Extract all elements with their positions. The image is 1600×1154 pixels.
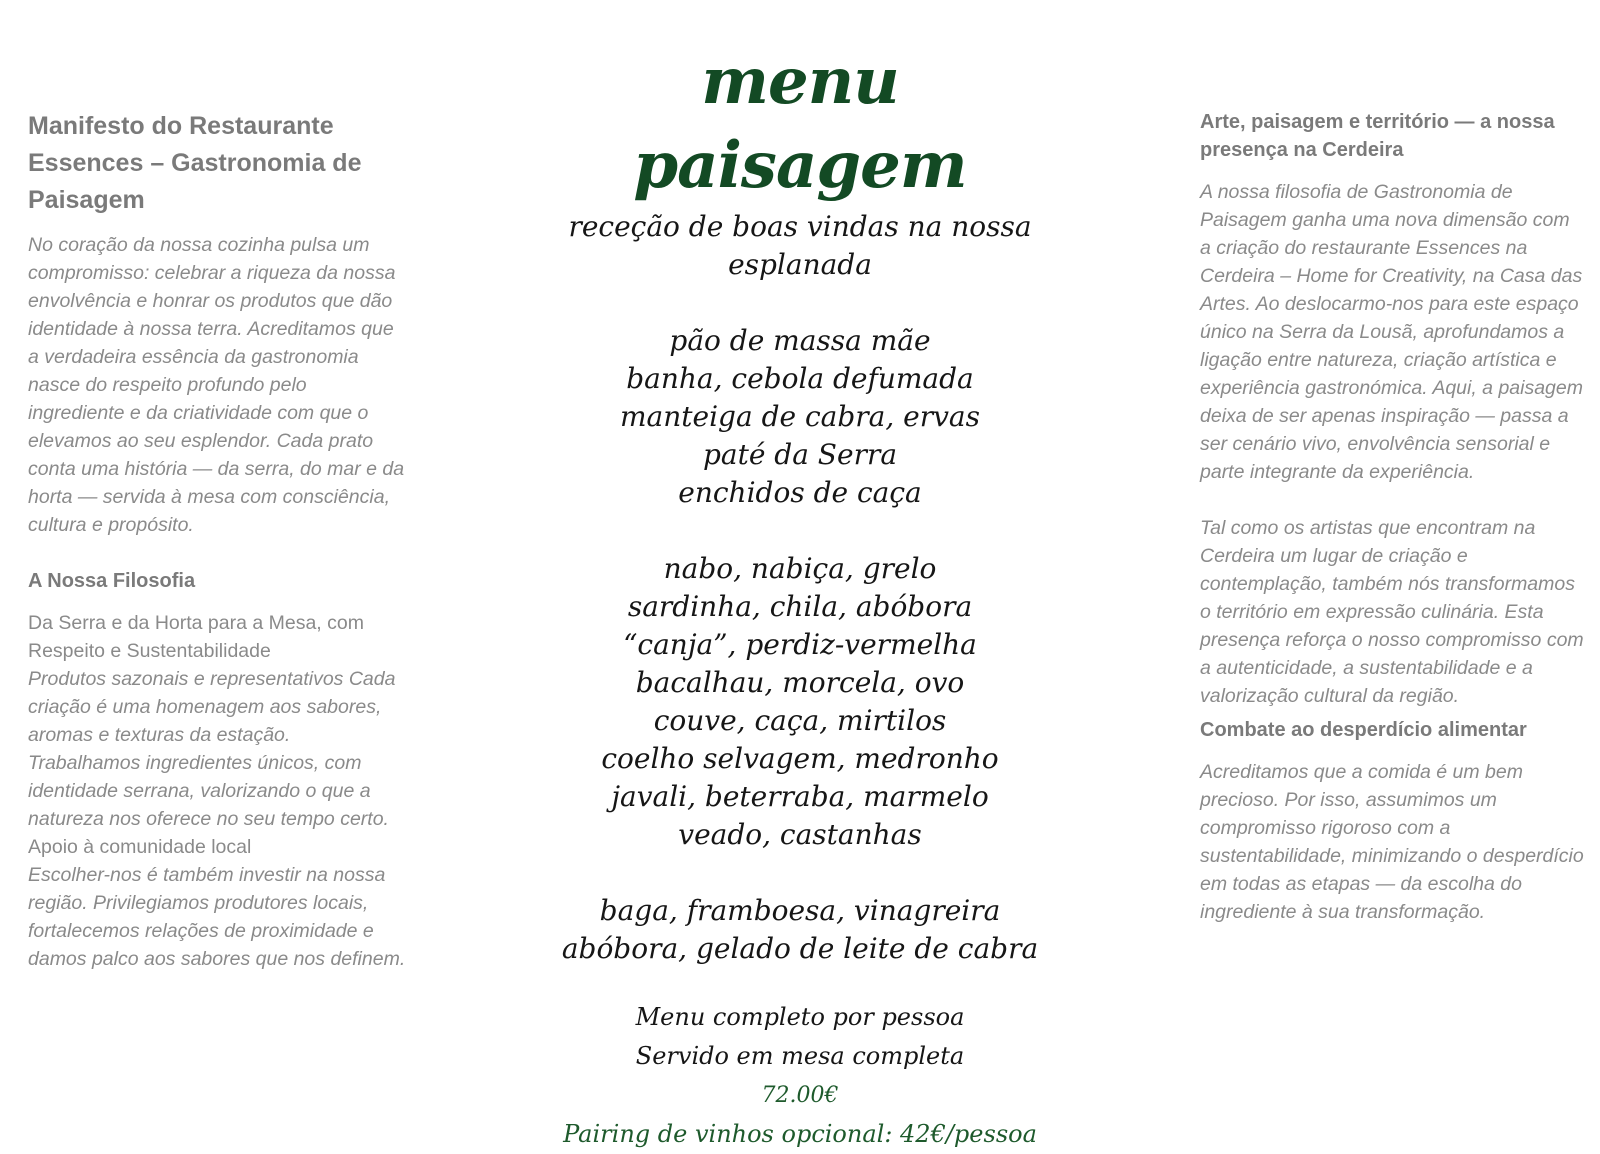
desperdicio-text: Acreditamos que a comida é um bem precioso. Por isso, assumimos um compromisso rigoroso com a sustentabilidade, minimizando o desperdício em todas as etapas — da escolha do ingrediente à sua transformação. [1200,761,1584,923]
menu-line: banha, cebola defumada [626,362,974,395]
price-label: Servido em mesa completa [635,1042,965,1070]
menu-line: manteiga de cabra, ervas [620,400,980,433]
manifesto-title: Manifesto do Restaurante Essences – Gastronomia de Paisagem [28,112,362,214]
filosofia-title: A Nossa Filosofia [28,570,196,592]
menu-line: bacalhau, morcela, ovo [635,666,965,699]
menu-line: nabo, nabiça, grelo [663,552,937,585]
menu-line: receção de boas vindas na nossa [568,210,1032,243]
menu-line: javali, beterraba, marmelo [611,780,989,813]
manifesto-text: No coração da nossa cozinha pulsa um compromisso: celebrar a riqueza da nossa envolvência e honrar os produtos que dão identidade à nossa terra. Acreditamos que a verdadeira essência da gastronomia nasce do respeito profundo pelo ingrediente e da criatividade com que o elevamos ao seu esplendor. Cada prato conta uma história — da serra, do mar e da horta — servida à mesa com consciência, cultura e propósito. [28,234,405,536]
bread-block [540,322,1060,512]
menu-title: menu paisagem [633,44,967,203]
left-column [28,108,408,973]
menu-line: pão de massa mãe [669,324,931,357]
arte-text-1: A nossa filosofia de Gastronomia de Paisagem ganha uma nova dimensão com a criação do restaurante Essences na Cerdeira – Home for Creativity, na Casa das Artes. Ao deslocarmo-nos para este espaço único na Serra da Lousã, aprofundamos a ligação entre natureza, criação artística e experiência gastronómica. Aqui, a paisagem deixa de ser apenas inspiração — passa a ser cenário vivo, envolvência sensorial e parte integrante da experiência. [1200,181,1583,483]
mains-block [540,550,1060,854]
filosofia-text: Produtos sazonais e representativos Cada criação é uma homenagem aos sabores, aromas e texturas da estação. Trabalhamos ingredientes únicos, com identidade serrana, valorizando o que a natureza nos oferece no seu tempo certo. [28,668,396,830]
pairing-text: Pairing de vinhos opcional: 42€/pessoa [563,1120,1037,1148]
price-label: Menu completo por pessoa [635,1003,965,1031]
menu-line: baga, framboesa, vinagreira [599,894,1001,927]
desperdicio-title: Combate ao desperdício alimentar [1200,719,1527,741]
apoio-text: Escolher-nos é também investir na nossa região. Privilegiamos produtores locais, fortalecemos relações de proximidade e damos palco aos sabores que nos definem. [28,864,406,970]
right-column [1200,108,1585,926]
menu-line: coelho selvagem, medronho [601,742,999,775]
menu-line: “canja”, perdiz-vermelha [623,628,977,661]
menu-line: sardinha, chila, abóbora [627,590,973,623]
welcome-block [540,208,1060,284]
menu-line: couve, caça, mirtilos [653,704,947,737]
apoio-title: Apoio à comunidade local [28,836,252,858]
menu-line: enchidos de caça [678,476,922,509]
menu-line: paté da Serra [702,438,898,471]
menu-line: veado, castanhas [678,818,922,851]
price-value: 72.00€ [761,1083,839,1108]
menu-line: esplanada [728,248,872,281]
filosofia-lead: Da Serra e da Horta para a Mesa, com Respeito e Sustentabilidade [28,612,364,662]
arte-title: Arte, paisagem e território — a nossa presença na Cerdeira [1200,111,1555,161]
menu-column [540,40,1060,1154]
desserts-block [540,892,1060,968]
menu-line: abóbora, gelado de leite de cabra [561,932,1039,965]
arte-text-2: Tal como os artistas que encontram na Cerdeira um lugar de criação e contemplação, também nós transformamos o território em expressão culinária. Esta presença reforça o nosso compromisso com a autenticidade, a sustentabilidade e a valorização cultural da região. [1200,517,1584,707]
